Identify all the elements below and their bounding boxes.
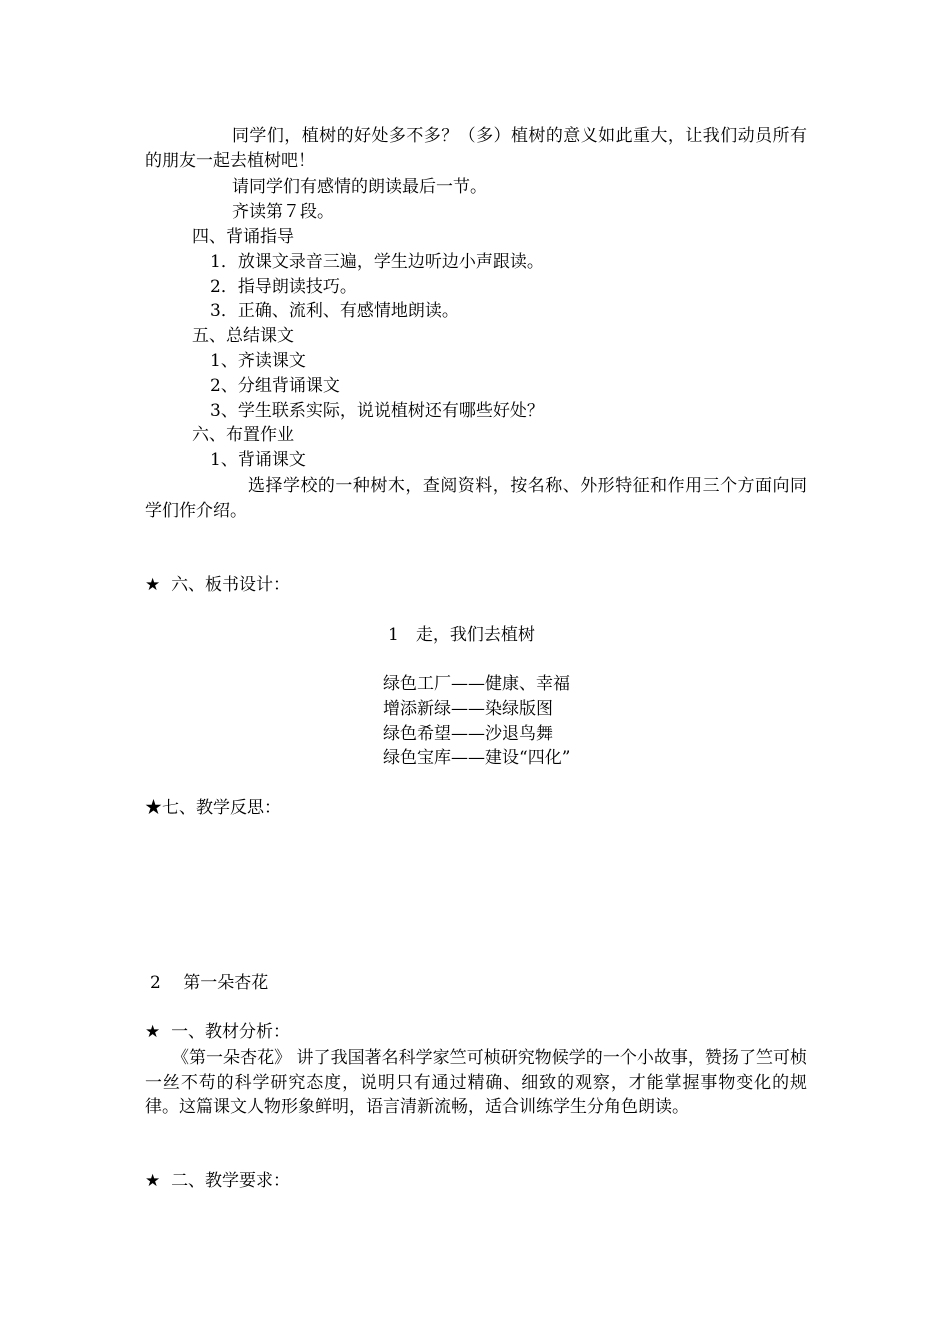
board-line: 增添新绿——染绿版图	[383, 699, 553, 719]
section-5-item: 2、分组背诵课文	[210, 376, 340, 396]
analysis-heading: ★ 一、教材分析：	[145, 1022, 291, 1042]
board-line: 绿色工厂——健康、幸福	[383, 674, 570, 694]
section-4-item: 3．正确、流利、有感情地朗读。	[210, 301, 459, 321]
intro-paragraph: 同学们，植树的好处多不多？（多）植树的意义如此重大，让我们动员所有的朋友一起去植树吧！	[145, 126, 807, 171]
requirements-heading: ★ 二、教学要求：	[145, 1171, 291, 1191]
section-4-title: 四、背诵指导	[192, 227, 294, 247]
board-title: 1 走，我们去植树	[388, 625, 535, 645]
lesson-2-title: 2 第一朵杏花	[150, 973, 269, 993]
section-4-item: 1．放课文录音三遍，学生边听边小声跟读。	[210, 252, 544, 272]
analysis-paragraph: 《第一朵杏花》 讲了我国著名科学家竺可桢研究物候学的一个小故事，赞扬了竺可桢一丝不苟的科学研究态度，说明只有通过精确、细致的观察，才能掌握事物变化的规律。这篇课文人物形象鲜明，语言清新流畅，适合训练学生分角色朗读。	[145, 1048, 807, 1117]
reflection-heading: ★七、教学反思：	[145, 798, 281, 818]
section-5-item: 3、学生联系实际，说说植树还有哪些好处？	[210, 401, 544, 421]
section-6-item: 1、背诵课文	[210, 450, 306, 470]
board-design-heading: ★ 六、板书设计：	[145, 575, 291, 595]
section-5-title: 五、总结课文	[192, 326, 294, 346]
star-icon: ★	[145, 575, 161, 595]
read-last-instruction: 请同学们有感情的朗读最后一节。	[232, 177, 487, 197]
star-icon: ★	[145, 1171, 161, 1191]
homework-paragraph: 选择学校的一种树木，查阅资料，按名称、外形特征和作用三个方面向同学们作介绍。	[145, 476, 807, 521]
section-4-item: 2．指导朗读技巧。	[210, 277, 357, 297]
section-5-item: 1、齐读课文	[210, 351, 306, 371]
star-icon: ★	[145, 1022, 161, 1042]
section-6-title: 六、布置作业	[192, 425, 294, 445]
board-line: 绿色宝库——建设“四化”	[383, 748, 571, 768]
board-line: 绿色希望——沙退鸟舞	[383, 724, 553, 744]
read-paragraph-7: 齐读第７段。	[232, 202, 334, 222]
